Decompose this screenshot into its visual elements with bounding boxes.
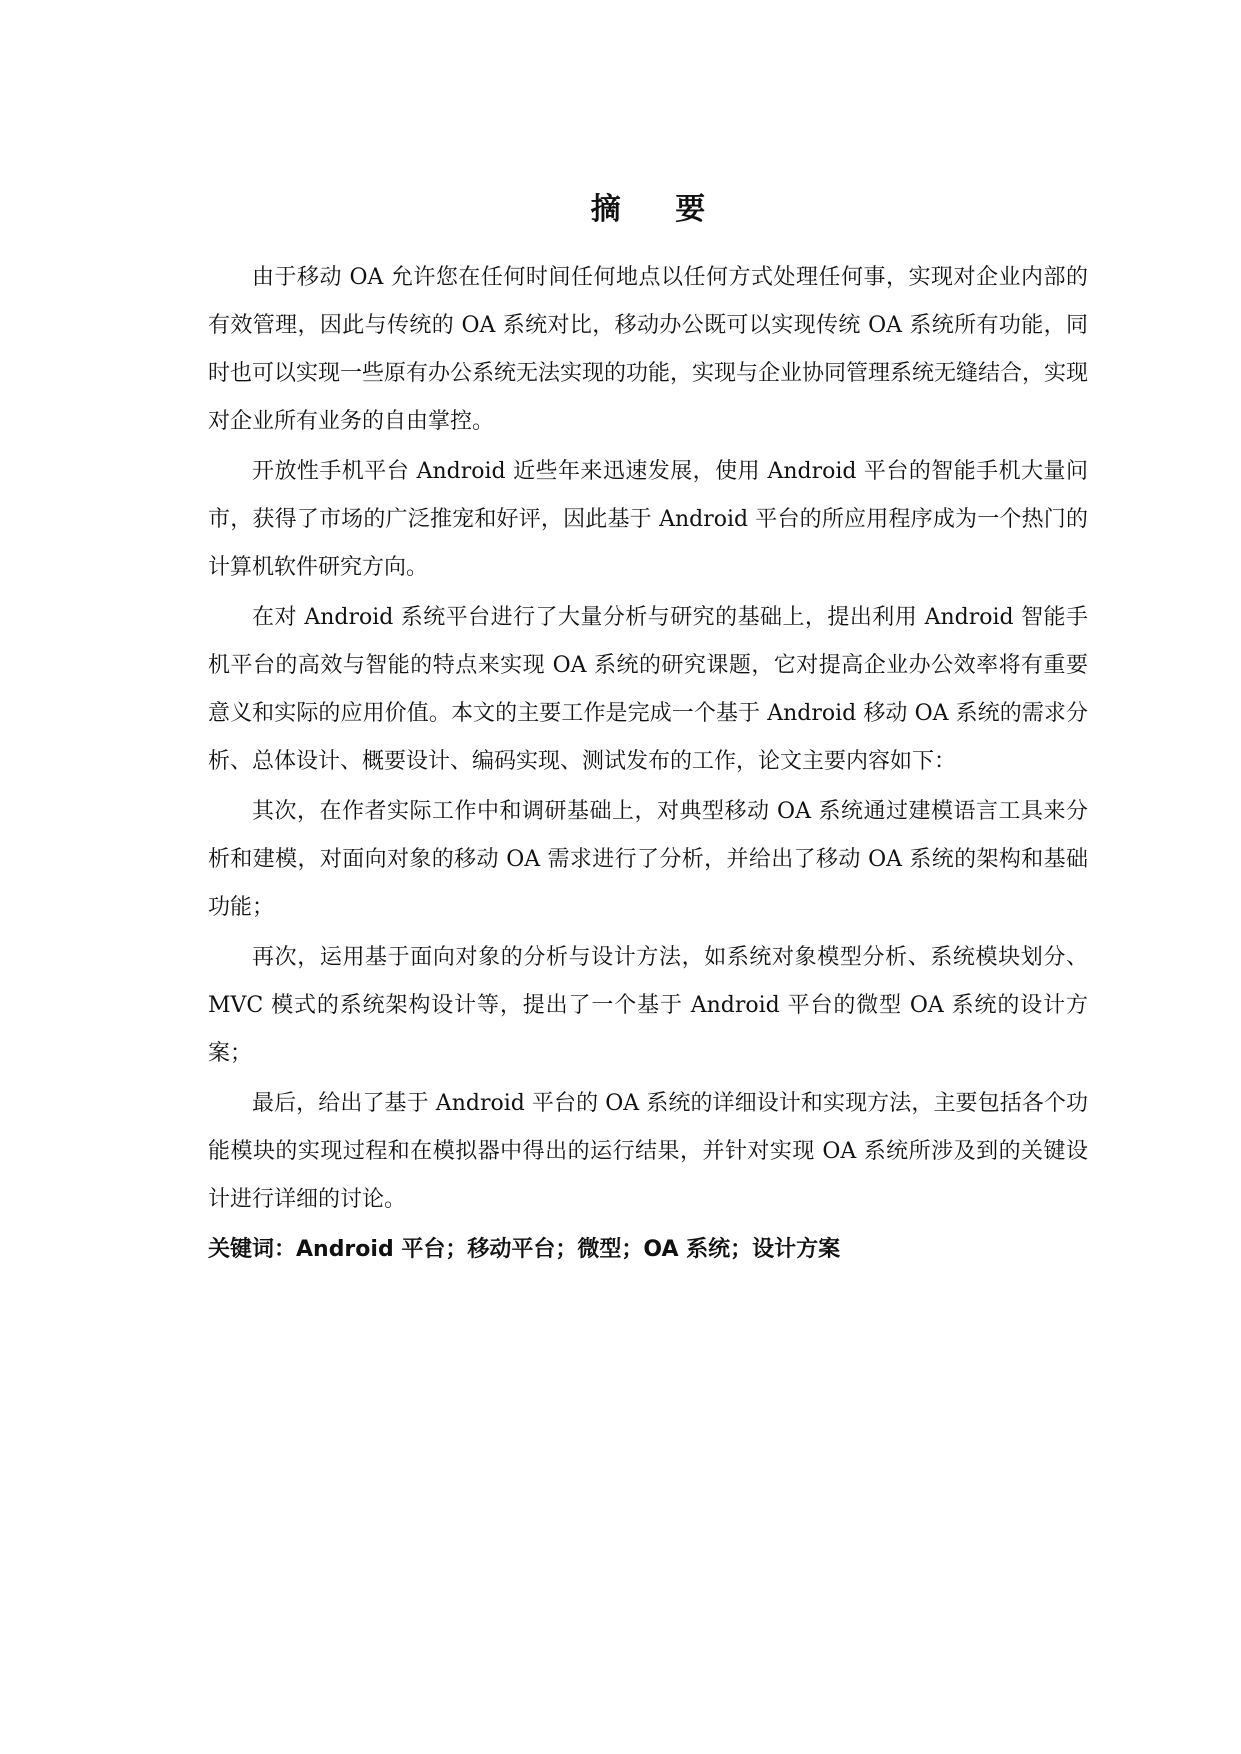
abstract-paragraph: 由于移动 OA 允许您在任何时间任何地点以任何方式处理任何事，实现对企业内部的有效管理，因此与传统的 OA 系统对比，移动办公既可以实现传统 OA 系统所有功能，同时也可以实现一些原有办公系统无法实现的功能，实现与企业协同管理系统无缝结合，实现对企业所有业务的自由掌控。 (208, 265, 1089, 434)
keywords-line: 关键词：Android 平台；移动平台；微型；OA 系统；设计方案 (208, 1237, 841, 1262)
abstract-title: 摘 要 (590, 192, 728, 227)
abstract-paragraph: 其次，在作者实际工作中和调研基础上，对典型移动 OA 系统通过建模语言工具来分析和建模，对面向对象的移动 OA 需求进行了分析，并给出了移动 OA 系统的架构和基础功能； (208, 799, 1088, 920)
abstract-paragraph: 开放性手机平台 Android 近些年来迅速发展，使用 Android 平台的智能手机大量问市，获得了市场的广泛推宠和好评，因此基于 Android 平台的所应用程序成为一个热门的计算机软件研究方向。 (208, 459, 1088, 580)
abstract-paragraph: 在对 Android 系统平台进行了大量分析与研究的基础上，提出利用 Android 智能手机平台的高效与智能的特点来实现 OA 系统的研究课题，它对提高企业办公效率将有重要意义和实际的应用价值。本文的主要工作是完成一个基于 Android 移动 OA 系统的需求分析、总体设计、概要设计、编码实现、测试发布的工作，论文主要内容如下： (208, 605, 1088, 774)
abstract-paragraph: 再次，运用基于面向对象的分析与设计方法，如系统对象模型分析、系统模块划分、MVC 模式的系统架构设计等，提出了一个基于 Android 平台的微型 OA 系统的设计方案； (208, 945, 1088, 1066)
abstract-paragraph: 最后，给出了基于 Android 平台的 OA 系统的详细设计和实现方法，主要包括各个功能模块的实现过程和在模拟器中得出的运行结果，并针对实现 OA 系统所涉及到的关键设计进行详细的讨论。 (208, 1091, 1088, 1212)
abstract-section (208, 180, 1088, 1274)
